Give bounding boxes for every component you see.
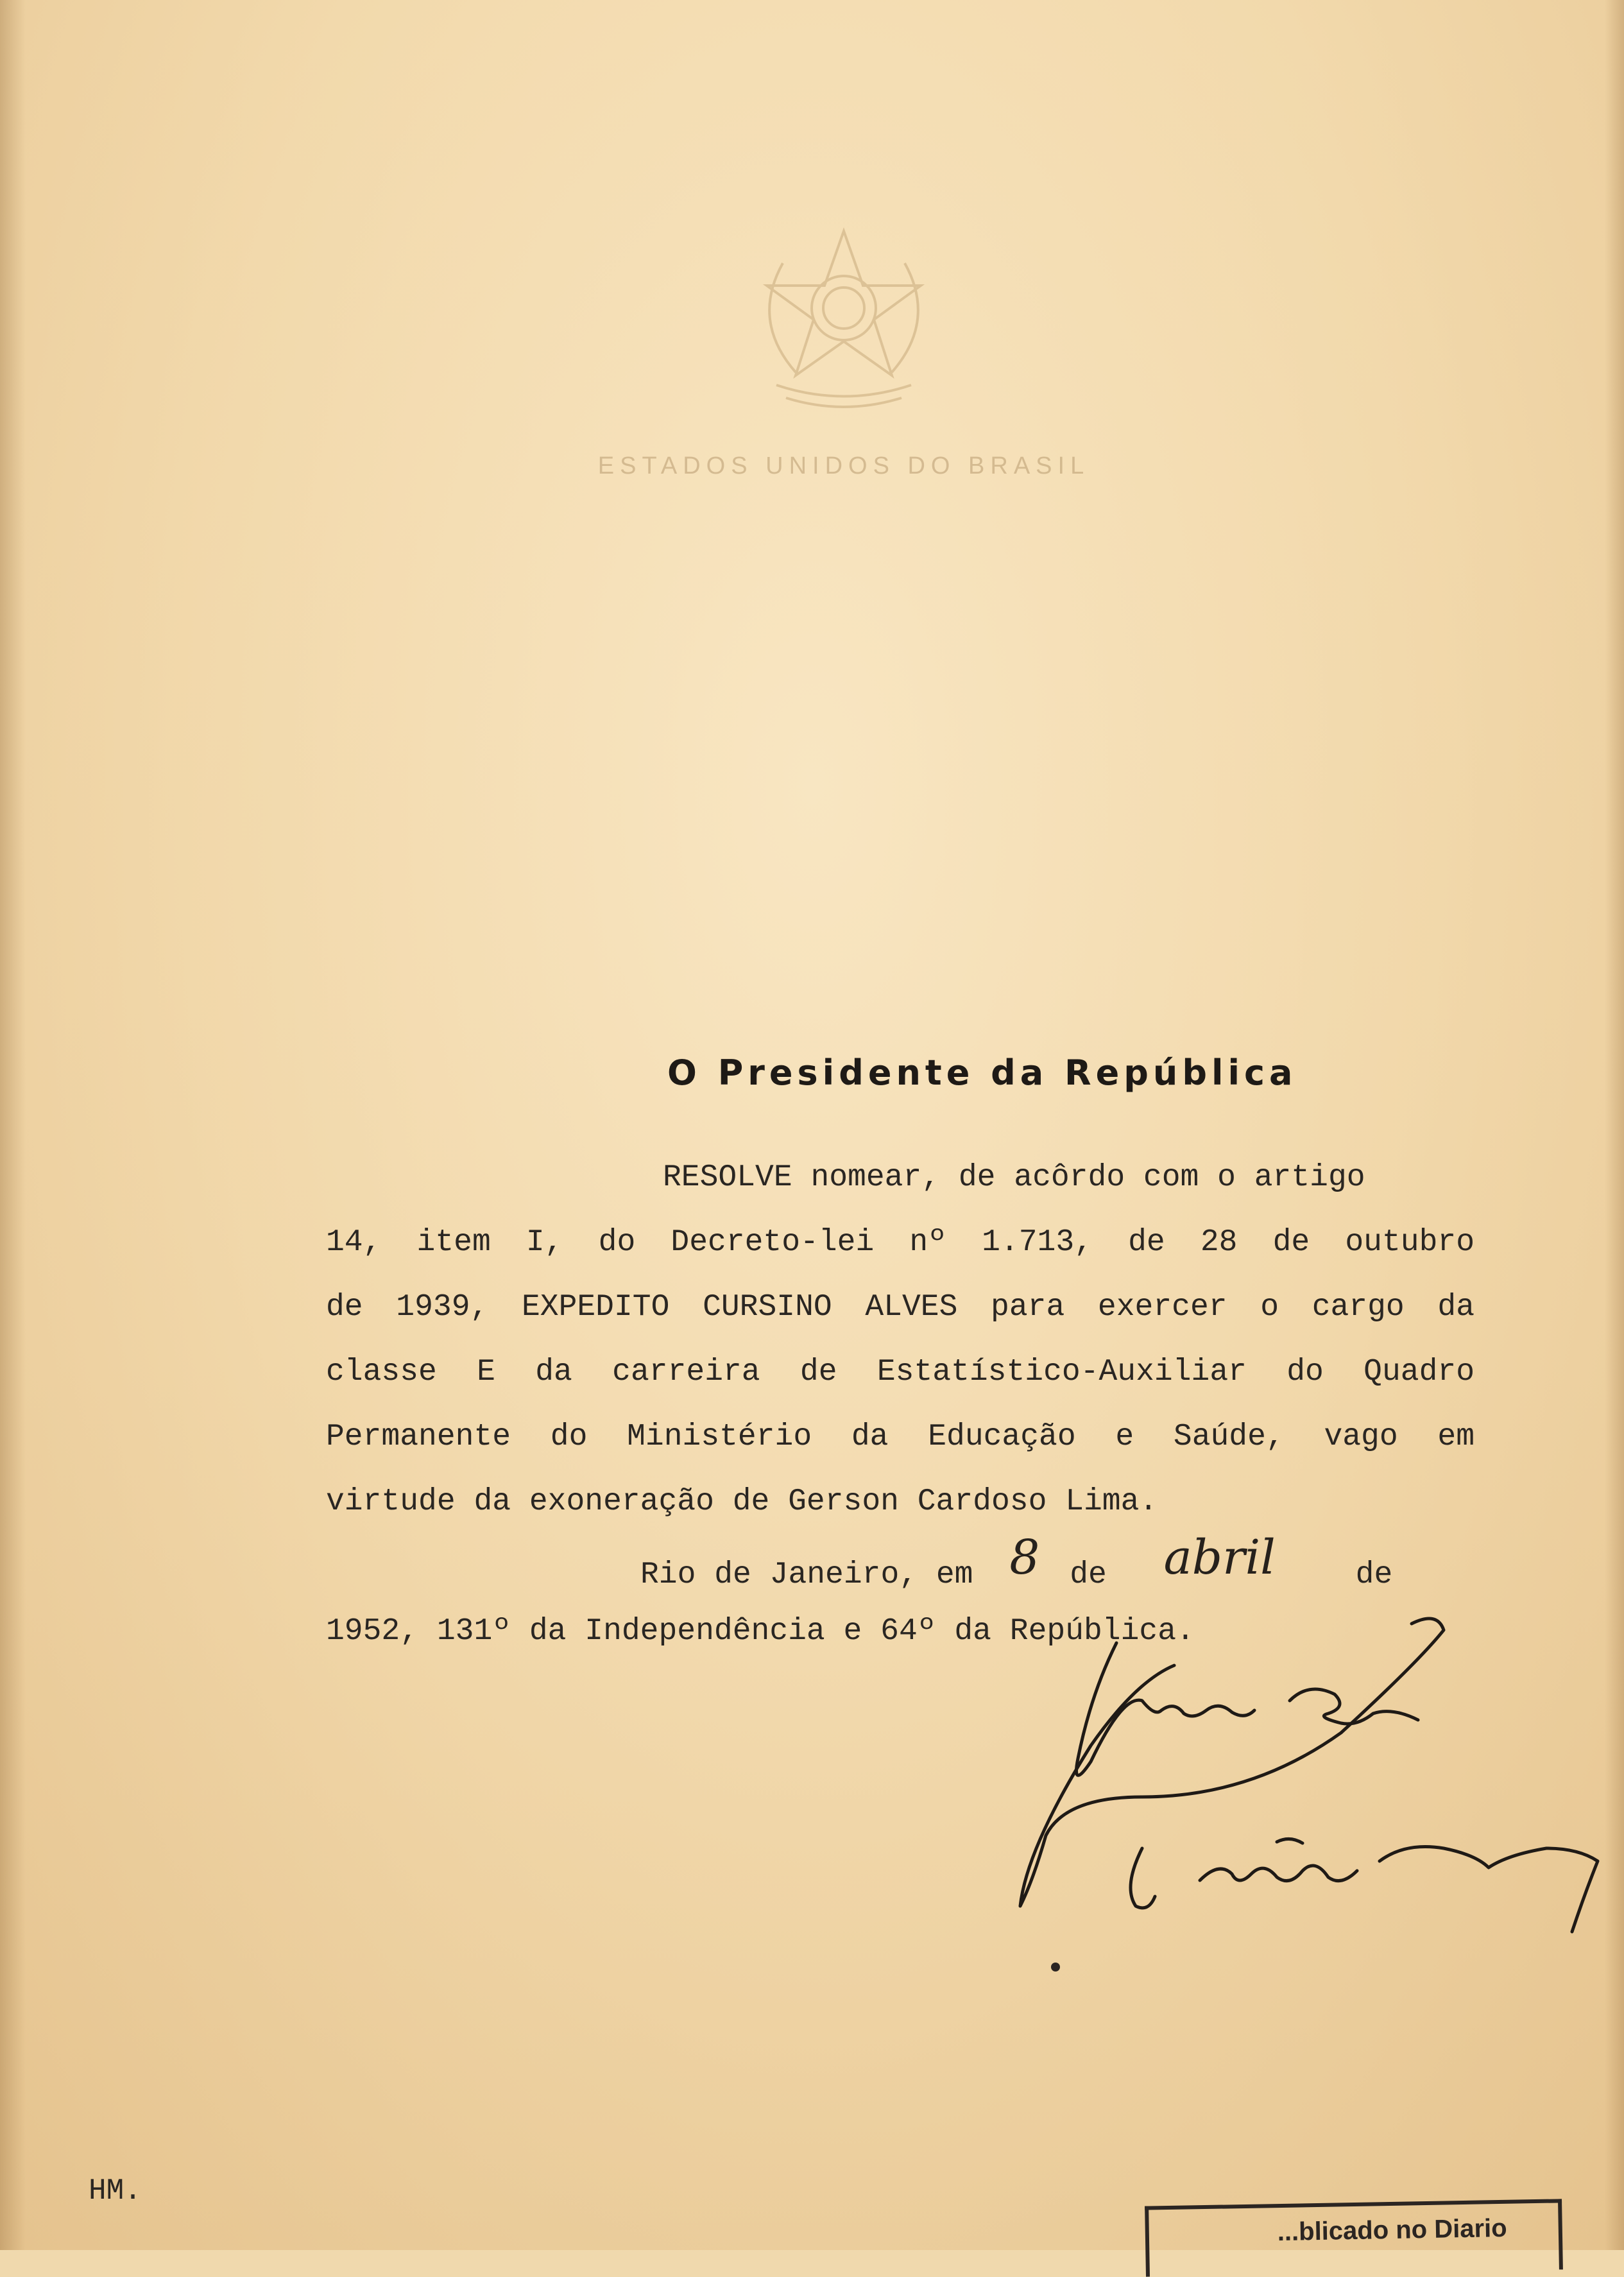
date-line — [326, 1530, 1474, 1599]
body-line-4: classe E da carreira de Estatístico-Auxiliar do Quadro — [326, 1355, 1474, 1389]
document-title: O Presidente da República — [667, 1053, 1297, 1093]
handwritten-signatures — [930, 1604, 1611, 1964]
body-line-6: virtude da exoneração de Gerson Cardoso Lima. — [326, 1484, 1158, 1519]
publication-stamp: ...blicado no Diario — [1145, 2199, 1563, 2276]
body-line-5: Permanente do Ministério da Educação e Saúde, vago em — [326, 1420, 1474, 1454]
letterhead: ESTADOS UNIDOS DO BRASIL — [597, 452, 1090, 479]
typist-initials: HM. — [89, 2174, 142, 2208]
ink-dot — [1051, 1963, 1060, 1972]
date-month-handwritten: abril — [1163, 1530, 1276, 1585]
closing-line: 1952, 131º da Independência e 64º da República. — [326, 1614, 1195, 1649]
date-day-handwritten: 8 — [1009, 1530, 1040, 1585]
paper-edge-left — [0, 0, 26, 2250]
date-suffix: de — [1355, 1558, 1393, 1592]
decree-body — [326, 1146, 1474, 1664]
coat-of-arms-emblem — [738, 212, 950, 417]
body-line-2: 14, item I, do Decreto-lei nº 1.713, de 28 de outubro — [326, 1225, 1474, 1260]
date-prefix: Rio de Janeiro, em — [640, 1558, 973, 1592]
body-line-1: RESOLVE nomear, de acôrdo com o artigo — [663, 1160, 1365, 1195]
body-line-3: de 1939, EXPEDITO CURSINO ALVES para exercer o cargo da — [326, 1290, 1474, 1325]
date-connector: de — [1070, 1558, 1107, 1592]
